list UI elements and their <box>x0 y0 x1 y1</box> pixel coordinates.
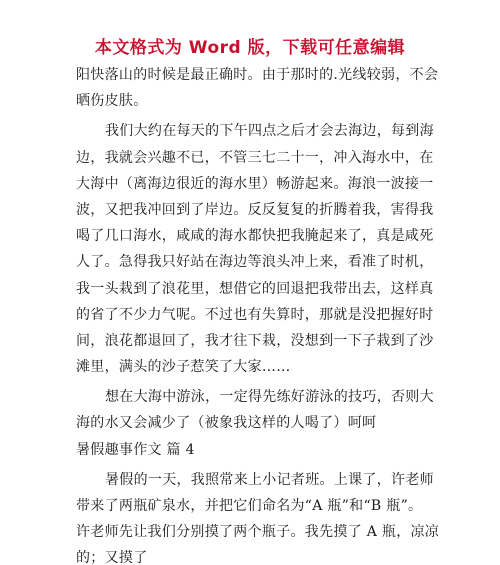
section-heading: 暑假趣事作文 篇 4 <box>76 441 195 458</box>
text-line: 人了。急得我只好站在海边等浪头冲上来，看准了时机， <box>76 254 434 271</box>
text-line: 间，浪花都退回了，我才往下栽，没想到一下子栽到了沙 <box>76 332 434 349</box>
text-line: 我们大约在每天的下午四点之后才会去海边，每到海 <box>105 123 434 140</box>
text-line: 想在大海中游泳，一定得先练好游泳的技巧，否则大 <box>105 389 434 406</box>
text-line: 暑假的一天，我照常来上小记者班。上课了，许老师 <box>105 471 434 488</box>
text-line: 波，又把我冲回到了岸边。反反复复的折腾着我，害得我 <box>76 201 434 218</box>
text-line: 许老师先让我们分别摸了两个瓶子。我先摸了 A 瓶，凉凉 <box>76 524 440 541</box>
word-format-banner: 本文格式为 Word 版，下载可任意编辑 <box>94 38 406 58</box>
text-line: 边，我就会兴趣不已，不管三七二十一，冲入海水中，在 <box>76 149 434 166</box>
text-line: 滩里，满头的沙子惹笑了大家…… <box>76 359 291 376</box>
text-line: 晒伤皮肤。 <box>76 93 148 110</box>
text-line: 阳快落山的时候是最正确时。由于那时的.光线较弱，不会 <box>76 67 439 83</box>
text-line: 带来了两瓶矿泉水，并把它们命名为“A 瓶”和“B 瓶”。 <box>76 498 423 514</box>
text-line: 我一头栽到了浪花里，想借它的回退把我带出去，这样真 <box>76 280 434 297</box>
text-line: 海的水又会减少了（被象我这样的人喝了）呵呵 <box>76 415 377 432</box>
article-body <box>76 62 440 565</box>
text-line: 的；又摸了 <box>76 550 148 565</box>
text-line: 喝了几口海水，咸咸的海水都快把我腌起来了，真是咸死 <box>76 228 434 245</box>
text-line: 大海中（离海边很近的海水里）畅游起来。海浪一波接一 <box>76 175 434 192</box>
text-line: 的省了不少力气呢。不过也有失算时，那就是没把握好时 <box>76 306 434 323</box>
